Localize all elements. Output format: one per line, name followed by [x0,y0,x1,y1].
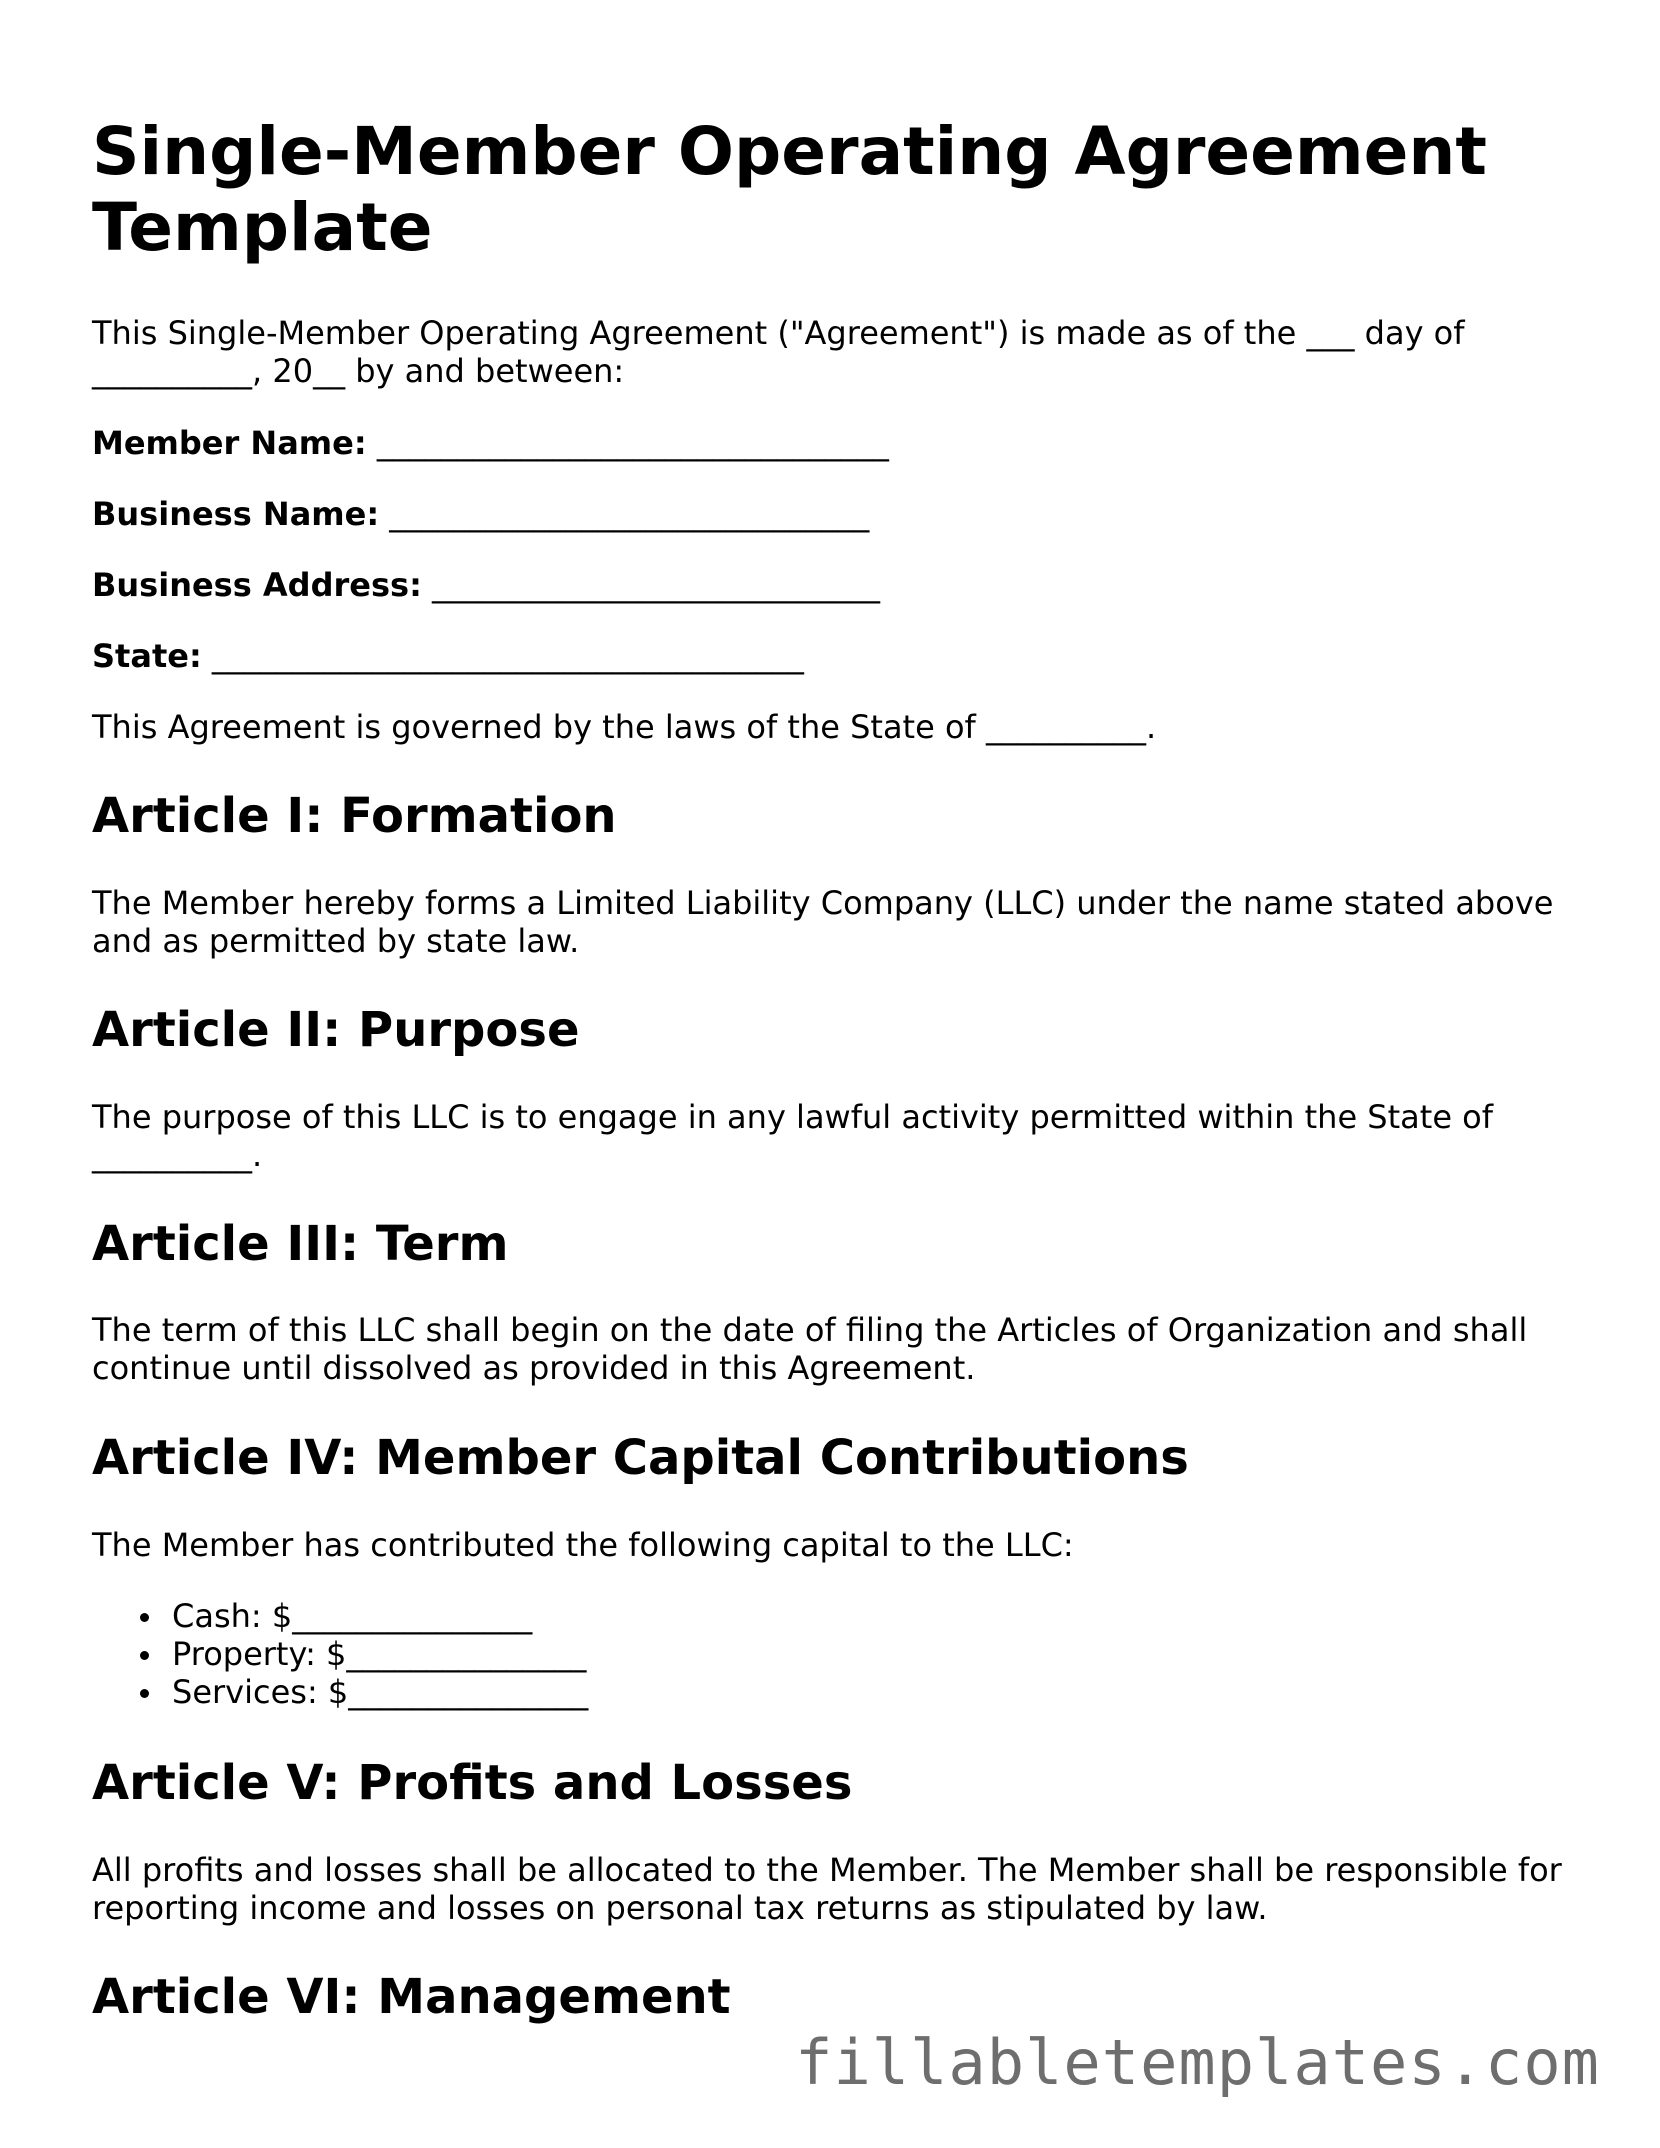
article-5-heading: Article V: Profits and Losses [92,1755,853,1811]
state-blank: _____________________________________ [211,637,804,675]
business-name-label: Business Name: [92,495,380,533]
bullet-icon [140,1651,149,1660]
governing-law-paragraph: This Agreement is governed by the laws of the State of __________. [92,708,1157,746]
state-field [92,637,804,675]
member-name-label: Member Name: [92,424,367,462]
bullet-icon [140,1613,149,1622]
business-address-field [92,566,880,604]
article-4-body: The Member has contributed the following capital to the LLC: [92,1526,1074,1564]
list-item [92,1597,588,1635]
article-6-heading: Article VI: Management [92,1969,731,2025]
member-name-blank: ________________________________ [376,424,889,462]
intro-paragraph: This Single-Member Operating Agreement ("Agreement") is made as of the ___ day of __________, 20__ by and between: [92,314,1465,390]
article-4-heading: Article IV: Member Capital Contributions [92,1430,1189,1486]
watermark: fillabletemplates.com [795,2026,1600,2099]
article-5-body: All profits and losses shall be allocated to the Member. The Member shall be responsible for reporting income and losses on personal tax returns as stipulated by law. [92,1851,1562,1927]
article-2-body: The purpose of this LLC is to engage in any lawful activity permitted within the State of __________. [92,1098,1494,1174]
list-item [92,1673,588,1711]
state-label: State: [92,637,202,675]
property-contribution: Property: $_______________ [172,1635,587,1673]
article-1-heading: Article I: Formation [92,788,617,844]
article-3-body: The term of this LLC shall begin on the date of filing the Articles of Organization and shall continue until dissolved as provided in this Agreement. [92,1311,1528,1387]
cash-contribution: Cash: $_______________ [172,1597,533,1635]
business-name-blank: ______________________________ [389,495,870,533]
capital-contributions-list [92,1597,588,1711]
article-2-heading: Article II: Purpose [92,1002,580,1058]
services-contribution: Services: $_______________ [172,1673,589,1711]
business-address-label: Business Address: [92,566,422,604]
article-1-body: The Member hereby forms a Limited Liability Company (LLC) under the name stated above and as permitted by state law. [92,884,1554,960]
document-title: Single-Member Operating Agreement Template [92,113,1487,266]
bullet-icon [140,1689,149,1698]
list-item [92,1635,588,1673]
business-name-field [92,495,869,533]
business-address-blank: ____________________________ [432,566,881,604]
member-name-field [92,424,889,462]
article-3-heading: Article III: Term [92,1216,509,1272]
